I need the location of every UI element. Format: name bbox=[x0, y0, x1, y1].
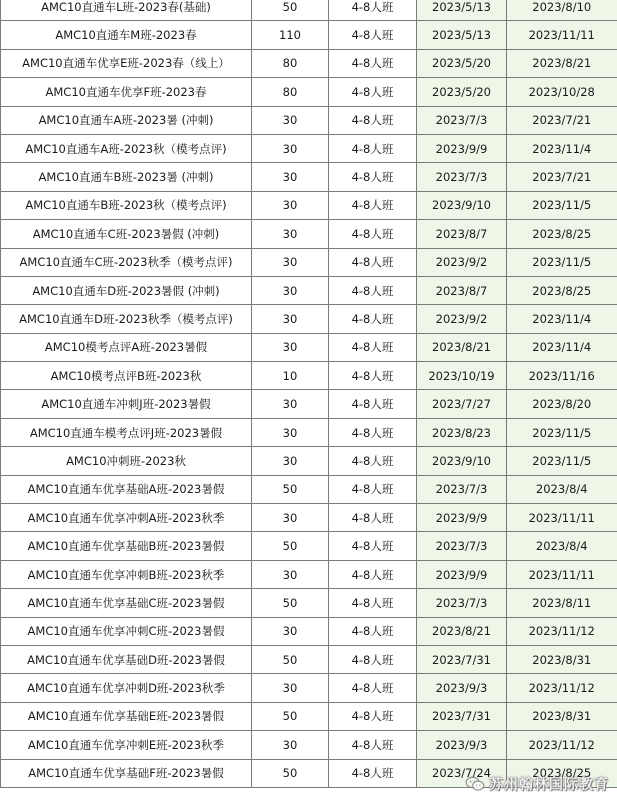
end-date-cell: 2023/8/20 bbox=[507, 390, 617, 418]
start-date-cell: 2023/7/31 bbox=[417, 645, 507, 673]
table-row bbox=[1, 191, 617, 219]
start-date-cell: 2023/7/3 bbox=[417, 475, 507, 503]
course-name-cell: AMC10直通车优享基础F班-2023暑假 bbox=[1, 759, 252, 787]
table-row bbox=[1, 333, 617, 361]
class-size-cell: 4-8人班 bbox=[329, 589, 417, 617]
class-size-cell: 4-8人班 bbox=[329, 674, 417, 702]
course-name-cell: AMC10直通车C班-2023暑假 (冲刺) bbox=[1, 220, 252, 248]
table-row bbox=[1, 418, 617, 446]
end-date-cell: 2023/11/5 bbox=[507, 447, 617, 475]
course-name-cell: AMC10直通车优享冲刺A班-2023秋季 bbox=[1, 504, 252, 532]
start-date-cell: 2023/8/7 bbox=[417, 276, 507, 304]
schedule-rows bbox=[1, 0, 617, 787]
end-date-cell: 2023/11/4 bbox=[507, 333, 617, 361]
course-name-cell: AMC10直通车优享E班-2023春（线上） bbox=[1, 49, 252, 77]
class-size-cell: 4-8人班 bbox=[329, 759, 417, 787]
table-row bbox=[1, 560, 617, 588]
course-name-cell: AMC10直通车A班-2023暑 (冲刺) bbox=[1, 106, 252, 134]
table-row bbox=[1, 447, 617, 475]
capacity-cell: 30 bbox=[252, 418, 329, 446]
end-date-cell: 2023/11/12 bbox=[507, 731, 617, 759]
end-date-cell: 2023/11/4 bbox=[507, 134, 617, 162]
end-date-cell: 2023/10/28 bbox=[507, 78, 617, 106]
start-date-cell: 2023/9/9 bbox=[417, 504, 507, 532]
end-date-cell: 2023/8/25 bbox=[507, 220, 617, 248]
class-size-cell: 4-8人班 bbox=[329, 134, 417, 162]
table-row bbox=[1, 248, 617, 276]
class-size-cell: 4-8人班 bbox=[329, 362, 417, 390]
class-size-cell: 4-8人班 bbox=[329, 106, 417, 134]
start-date-cell: 2023/8/21 bbox=[417, 333, 507, 361]
course-name-cell: AMC10直通车D班-2023秋季（模考点评) bbox=[1, 305, 252, 333]
class-size-cell: 4-8人班 bbox=[329, 276, 417, 304]
start-date-cell: 2023/8/7 bbox=[417, 220, 507, 248]
table-row bbox=[1, 21, 617, 49]
end-date-cell: 2023/11/11 bbox=[507, 21, 617, 49]
class-size-cell: 4-8人班 bbox=[329, 560, 417, 588]
end-date-cell: 2023/11/11 bbox=[507, 560, 617, 588]
capacity-cell: 30 bbox=[252, 333, 329, 361]
table-row bbox=[1, 134, 617, 162]
class-size-cell: 4-8人班 bbox=[329, 220, 417, 248]
start-date-cell: 2023/9/10 bbox=[417, 447, 507, 475]
table-row bbox=[1, 617, 617, 645]
table-row bbox=[1, 731, 617, 759]
table-row bbox=[1, 702, 617, 730]
capacity-cell: 10 bbox=[252, 362, 329, 390]
capacity-cell: 50 bbox=[252, 532, 329, 560]
course-name-cell: AMC10直通车D班-2023暑假 (冲刺) bbox=[1, 276, 252, 304]
capacity-cell: 30 bbox=[252, 106, 329, 134]
capacity-cell: 50 bbox=[252, 759, 329, 787]
start-date-cell: 2023/7/27 bbox=[417, 390, 507, 418]
course-name-cell: AMC10直通车B班-2023暑 (冲刺) bbox=[1, 163, 252, 191]
class-size-cell: 4-8人班 bbox=[329, 163, 417, 191]
table-row bbox=[1, 532, 617, 560]
start-date-cell: 2023/7/3 bbox=[417, 163, 507, 191]
table-row bbox=[1, 674, 617, 702]
table-row bbox=[1, 759, 617, 787]
class-size-cell: 4-8人班 bbox=[329, 21, 417, 49]
capacity-cell: 50 bbox=[252, 475, 329, 503]
capacity-cell: 30 bbox=[252, 220, 329, 248]
end-date-cell: 2023/8/31 bbox=[507, 702, 617, 730]
start-date-cell: 2023/9/10 bbox=[417, 191, 507, 219]
end-date-cell: 2023/7/21 bbox=[507, 106, 617, 134]
capacity-cell: 30 bbox=[252, 305, 329, 333]
course-name-cell: AMC10直通车冲刺J班-2023暑假 bbox=[1, 390, 252, 418]
table-row bbox=[1, 220, 617, 248]
start-date-cell: 2023/7/3 bbox=[417, 532, 507, 560]
class-size-cell: 4-8人班 bbox=[329, 702, 417, 730]
course-name-cell: AMC10直通车L班-2023春(基础) bbox=[1, 0, 252, 21]
start-date-cell: 2023/9/2 bbox=[417, 248, 507, 276]
end-date-cell: 2023/11/16 bbox=[507, 362, 617, 390]
class-size-cell: 4-8人班 bbox=[329, 532, 417, 560]
capacity-cell: 30 bbox=[252, 447, 329, 475]
class-size-cell: 4-8人班 bbox=[329, 333, 417, 361]
capacity-cell: 30 bbox=[252, 560, 329, 588]
table-row bbox=[1, 362, 617, 390]
course-name-cell: AMC10直通车A班-2023秋（模考点评) bbox=[1, 134, 252, 162]
start-date-cell: 2023/7/3 bbox=[417, 106, 507, 134]
capacity-cell: 30 bbox=[252, 276, 329, 304]
end-date-cell: 2023/8/25 bbox=[507, 276, 617, 304]
class-size-cell: 4-8人班 bbox=[329, 475, 417, 503]
course-name-cell: AMC10直通车优享冲刺B班-2023秋季 bbox=[1, 560, 252, 588]
end-date-cell: 2023/11/5 bbox=[507, 191, 617, 219]
class-size-cell: 4-8人班 bbox=[329, 617, 417, 645]
end-date-cell: 2023/8/4 bbox=[507, 475, 617, 503]
class-size-cell: 4-8人班 bbox=[329, 731, 417, 759]
start-date-cell: 2023/8/21 bbox=[417, 617, 507, 645]
capacity-cell: 30 bbox=[252, 163, 329, 191]
start-date-cell: 2023/9/3 bbox=[417, 674, 507, 702]
start-date-cell: 2023/5/20 bbox=[417, 78, 507, 106]
course-name-cell: AMC10直通车优享F班-2023春 bbox=[1, 78, 252, 106]
start-date-cell: 2023/5/20 bbox=[417, 49, 507, 77]
table-row bbox=[1, 475, 617, 503]
class-size-cell: 4-8人班 bbox=[329, 418, 417, 446]
capacity-cell: 30 bbox=[252, 191, 329, 219]
end-date-cell: 2023/8/4 bbox=[507, 532, 617, 560]
class-size-cell: 4-8人班 bbox=[329, 49, 417, 77]
end-date-cell: 2023/7/21 bbox=[507, 163, 617, 191]
capacity-cell: 50 bbox=[252, 589, 329, 617]
capacity-cell: 50 bbox=[252, 0, 329, 21]
end-date-cell: 2023/8/10 bbox=[507, 0, 617, 21]
course-name-cell: AMC10直通车优享基础D班-2023暑假 bbox=[1, 645, 252, 673]
capacity-cell: 50 bbox=[252, 645, 329, 673]
course-name-cell: AMC10直通车M班-2023春 bbox=[1, 21, 252, 49]
end-date-cell: 2023/8/31 bbox=[507, 645, 617, 673]
table-row bbox=[1, 504, 617, 532]
course-name-cell: AMC10直通车优享基础E班-2023暑假 bbox=[1, 702, 252, 730]
capacity-cell: 110 bbox=[252, 21, 329, 49]
end-date-cell: 2023/8/11 bbox=[507, 589, 617, 617]
class-size-cell: 4-8人班 bbox=[329, 191, 417, 219]
end-date-cell: 2023/11/5 bbox=[507, 248, 617, 276]
class-size-cell: 4-8人班 bbox=[329, 447, 417, 475]
class-size-cell: 4-8人班 bbox=[329, 390, 417, 418]
course-name-cell: AMC10直通车优享基础C班-2023暑假 bbox=[1, 589, 252, 617]
table-row bbox=[1, 305, 617, 333]
course-name-cell: AMC10直通车优享冲刺D班-2023秋季 bbox=[1, 674, 252, 702]
course-name-cell: AMC10直通车优享基础A班-2023暑假 bbox=[1, 475, 252, 503]
end-date-cell: 2023/8/25 bbox=[507, 759, 617, 787]
course-name-cell: AMC10直通车B班-2023秋（模考点评) bbox=[1, 191, 252, 219]
start-date-cell: 2023/5/13 bbox=[417, 0, 507, 21]
end-date-cell: 2023/8/21 bbox=[507, 49, 617, 77]
course-name-cell: AMC10直通车优享冲刺C班-2023暑假 bbox=[1, 617, 252, 645]
table-row bbox=[1, 589, 617, 617]
class-size-cell: 4-8人班 bbox=[329, 0, 417, 21]
class-size-cell: 4-8人班 bbox=[329, 78, 417, 106]
watermark-text: 苏州翰林国际教育 bbox=[489, 777, 609, 793]
start-date-cell: 2023/9/2 bbox=[417, 305, 507, 333]
course-name-cell: AMC10直通车优享冲刺E班-2023秋季 bbox=[1, 731, 252, 759]
capacity-cell: 30 bbox=[252, 248, 329, 276]
course-name-cell: AMC10模考点评A班-2023暑假 bbox=[1, 333, 252, 361]
class-size-cell: 4-8人班 bbox=[329, 305, 417, 333]
capacity-cell: 80 bbox=[252, 49, 329, 77]
course-name-cell: AMC10直通车优享基础B班-2023暑假 bbox=[1, 532, 252, 560]
course-name-cell: AMC10直通车C班-2023秋季（模考点评) bbox=[1, 248, 252, 276]
end-date-cell: 2023/11/12 bbox=[507, 617, 617, 645]
capacity-cell: 30 bbox=[252, 617, 329, 645]
start-date-cell: 2023/8/23 bbox=[417, 418, 507, 446]
class-size-cell: 4-8人班 bbox=[329, 504, 417, 532]
capacity-cell: 50 bbox=[252, 702, 329, 730]
start-date-cell: 2023/9/9 bbox=[417, 134, 507, 162]
start-date-cell: 2023/7/31 bbox=[417, 702, 507, 730]
course-name-cell: AMC10模考点评B班-2023秋 bbox=[1, 362, 252, 390]
class-size-cell: 4-8人班 bbox=[329, 645, 417, 673]
capacity-cell: 30 bbox=[252, 390, 329, 418]
capacity-cell: 30 bbox=[252, 731, 329, 759]
table-row bbox=[1, 645, 617, 673]
class-size-cell: 4-8人班 bbox=[329, 248, 417, 276]
table-row bbox=[1, 106, 617, 134]
table-row bbox=[1, 0, 617, 21]
start-date-cell: 2023/9/9 bbox=[417, 560, 507, 588]
capacity-cell: 30 bbox=[252, 504, 329, 532]
table-row bbox=[1, 390, 617, 418]
capacity-cell: 30 bbox=[252, 134, 329, 162]
capacity-cell: 30 bbox=[252, 674, 329, 702]
table-row bbox=[1, 163, 617, 191]
course-name-cell: AMC10直通车模考点评J班-2023暑假 bbox=[1, 418, 252, 446]
table-row bbox=[1, 49, 617, 77]
start-date-cell: 2023/10/19 bbox=[417, 362, 507, 390]
course-name-cell: AMC10冲刺班-2023秋 bbox=[1, 447, 252, 475]
table-row bbox=[1, 78, 617, 106]
end-date-cell: 2023/11/11 bbox=[507, 504, 617, 532]
end-date-cell: 2023/11/12 bbox=[507, 674, 617, 702]
table-row bbox=[1, 276, 617, 304]
start-date-cell: 2023/7/24 bbox=[417, 759, 507, 787]
end-date-cell: 2023/11/4 bbox=[507, 305, 617, 333]
start-date-cell: 2023/5/13 bbox=[417, 21, 507, 49]
capacity-cell: 80 bbox=[252, 78, 329, 106]
start-date-cell: 2023/7/3 bbox=[417, 589, 507, 617]
start-date-cell: 2023/9/3 bbox=[417, 731, 507, 759]
end-date-cell: 2023/11/5 bbox=[507, 418, 617, 446]
